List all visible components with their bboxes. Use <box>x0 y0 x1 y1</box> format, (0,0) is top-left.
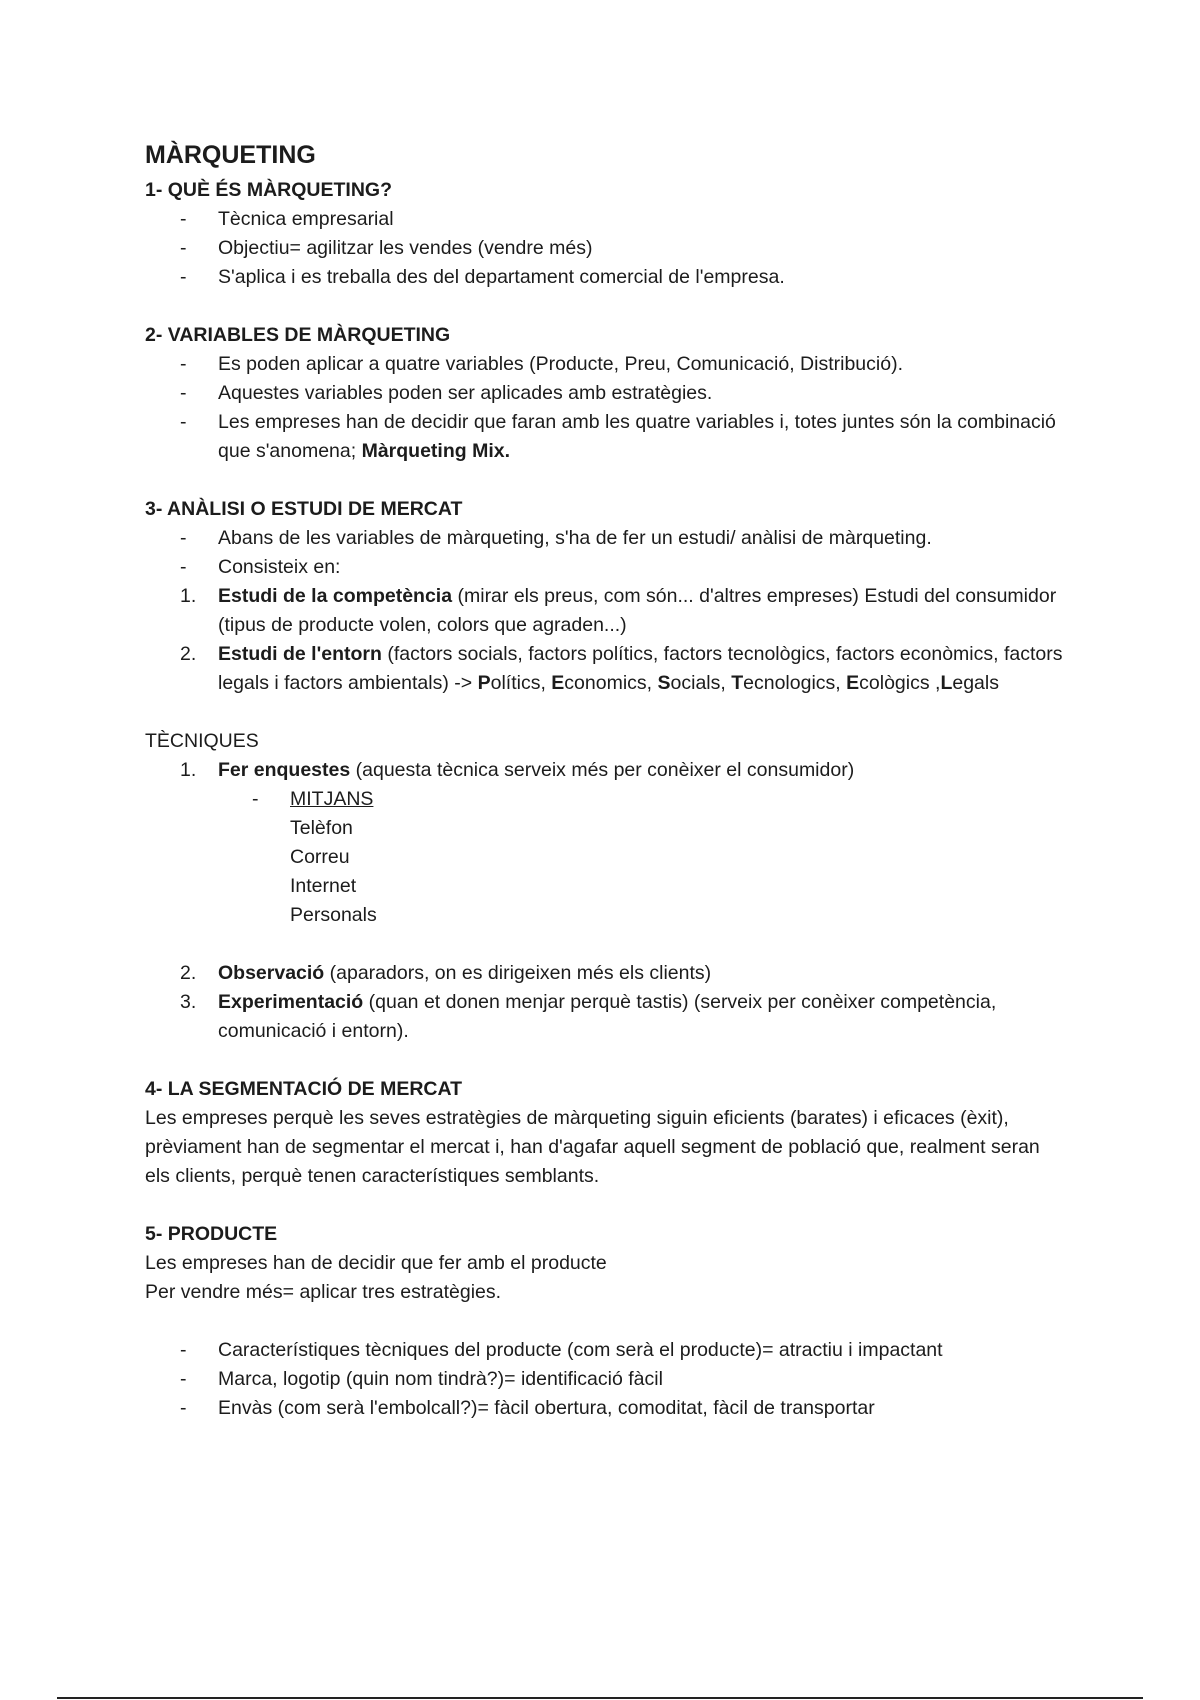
section-3-numbered-list <box>145 582 1065 698</box>
list-item: - Aquestes variables poden ser aplicades amb estratègies. <box>145 379 1065 408</box>
list-item: - Característiques tècniques del producte (com serà el producte)= atractiu i impactant <box>145 1336 1065 1365</box>
page-title: MÀRQUETING <box>145 141 316 169</box>
list-item: - S'aplica i es treballa des del departament comercial de l'empresa. <box>145 263 1065 292</box>
numbered-item: 1. Estudi de la competència (mirar els preus, com són... d'altres empreses) Estudi del consumidor (tipus de producte volen, colors que agraden...) <box>180 585 1057 636</box>
mitjans-list <box>145 785 1065 814</box>
numbered-item: 1. Fer enquestes (aquesta tècnica serveix més per conèixer el consumidor) <box>180 759 855 781</box>
mitjans-item: Internet <box>290 875 357 897</box>
section-1-heading: 1- QUÈ ÉS MÀRQUETING? <box>145 179 393 201</box>
section-5-heading: 5- PRODUCTE <box>145 1223 278 1245</box>
mitjans-item: Correu <box>290 846 350 868</box>
section-5-line: Per vendre més= aplicar tres estratègies. <box>145 1281 502 1303</box>
section-4-paragraph: Les empreses perquè les seves estratègies de màrqueting siguin eficients (barates) i eficaces (èxit), prèviament han de segmentar el mercat i, han d'agafar aquell segment de població que, realment seran els clients, perquè tenen característiques semblants. <box>145 1107 1040 1187</box>
techniques-list <box>145 756 1065 785</box>
section-1-list <box>145 205 1065 292</box>
section-5-list <box>145 1336 1065 1423</box>
section-2-list <box>145 350 1065 466</box>
section-5-line: Les empreses han de decidir que fer amb el producte <box>145 1252 607 1274</box>
list-item: - Tècnica empresarial <box>145 205 1065 234</box>
section-2-heading: 2- VARIABLES DE MÀRQUETING <box>145 324 451 346</box>
list-item: - Les empreses han de decidir que faran amb les quatre variables i, totes juntes són la combinació que s'anomena; Màrqueting Mix. <box>145 408 1065 466</box>
section-3-heading: 3- ANÀLISI O ESTUDI DE MERCAT <box>145 498 463 520</box>
numbered-item: 3. Experimentació (quan et donen menjar perquè tastis) (serveix per conèixer competència, comunicació i entorn). <box>180 991 997 1042</box>
list-item: - Abans de les variables de màrqueting, s'ha de fer un estudi/ anàlisi de màrqueting. <box>145 524 1065 553</box>
techniques-list-cont <box>145 959 1065 1046</box>
marqueting-mix-term: Màrqueting Mix. <box>361 440 510 462</box>
list-item: - Envàs (com serà l'embolcall?)= fàcil obertura, comoditat, fàcil de transportar <box>145 1394 1065 1423</box>
list-item: - Objectiu= agilitzar les vendes (vendre més) <box>145 234 1065 263</box>
section-4-heading: 4- LA SEGMENTACIÓ DE MERCAT <box>145 1078 463 1100</box>
mitjans-label: - MITJANS <box>252 788 374 810</box>
section-3-list <box>145 524 1065 582</box>
numbered-item: 2. Observació (aparadors, on es dirigeixen més els clients) <box>180 962 712 984</box>
list-item: - Es poden aplicar a quatre variables (Producte, Preu, Comunicació, Distribució). <box>145 350 1065 379</box>
document-page <box>145 140 1065 1423</box>
mitjans-item: Telèfon <box>290 817 353 839</box>
list-item: - Consisteix en: <box>145 553 1065 582</box>
mitjans-item: Personals <box>290 904 377 926</box>
numbered-item: 2. Estudi de l'entorn (factors socials, factors polítics, factors tecnològics, factors econòmics, factors legals i factors ambientals) -> Polítics, Economics, Socials, Tecnologics, Ecològics ,Legals <box>180 643 1063 694</box>
techniques-heading: TÈCNIQUES <box>145 730 259 752</box>
list-item: - Marca, logotip (quin nom tindrà?)= identificació fàcil <box>145 1365 1065 1394</box>
footer-rule <box>57 1697 1143 1699</box>
